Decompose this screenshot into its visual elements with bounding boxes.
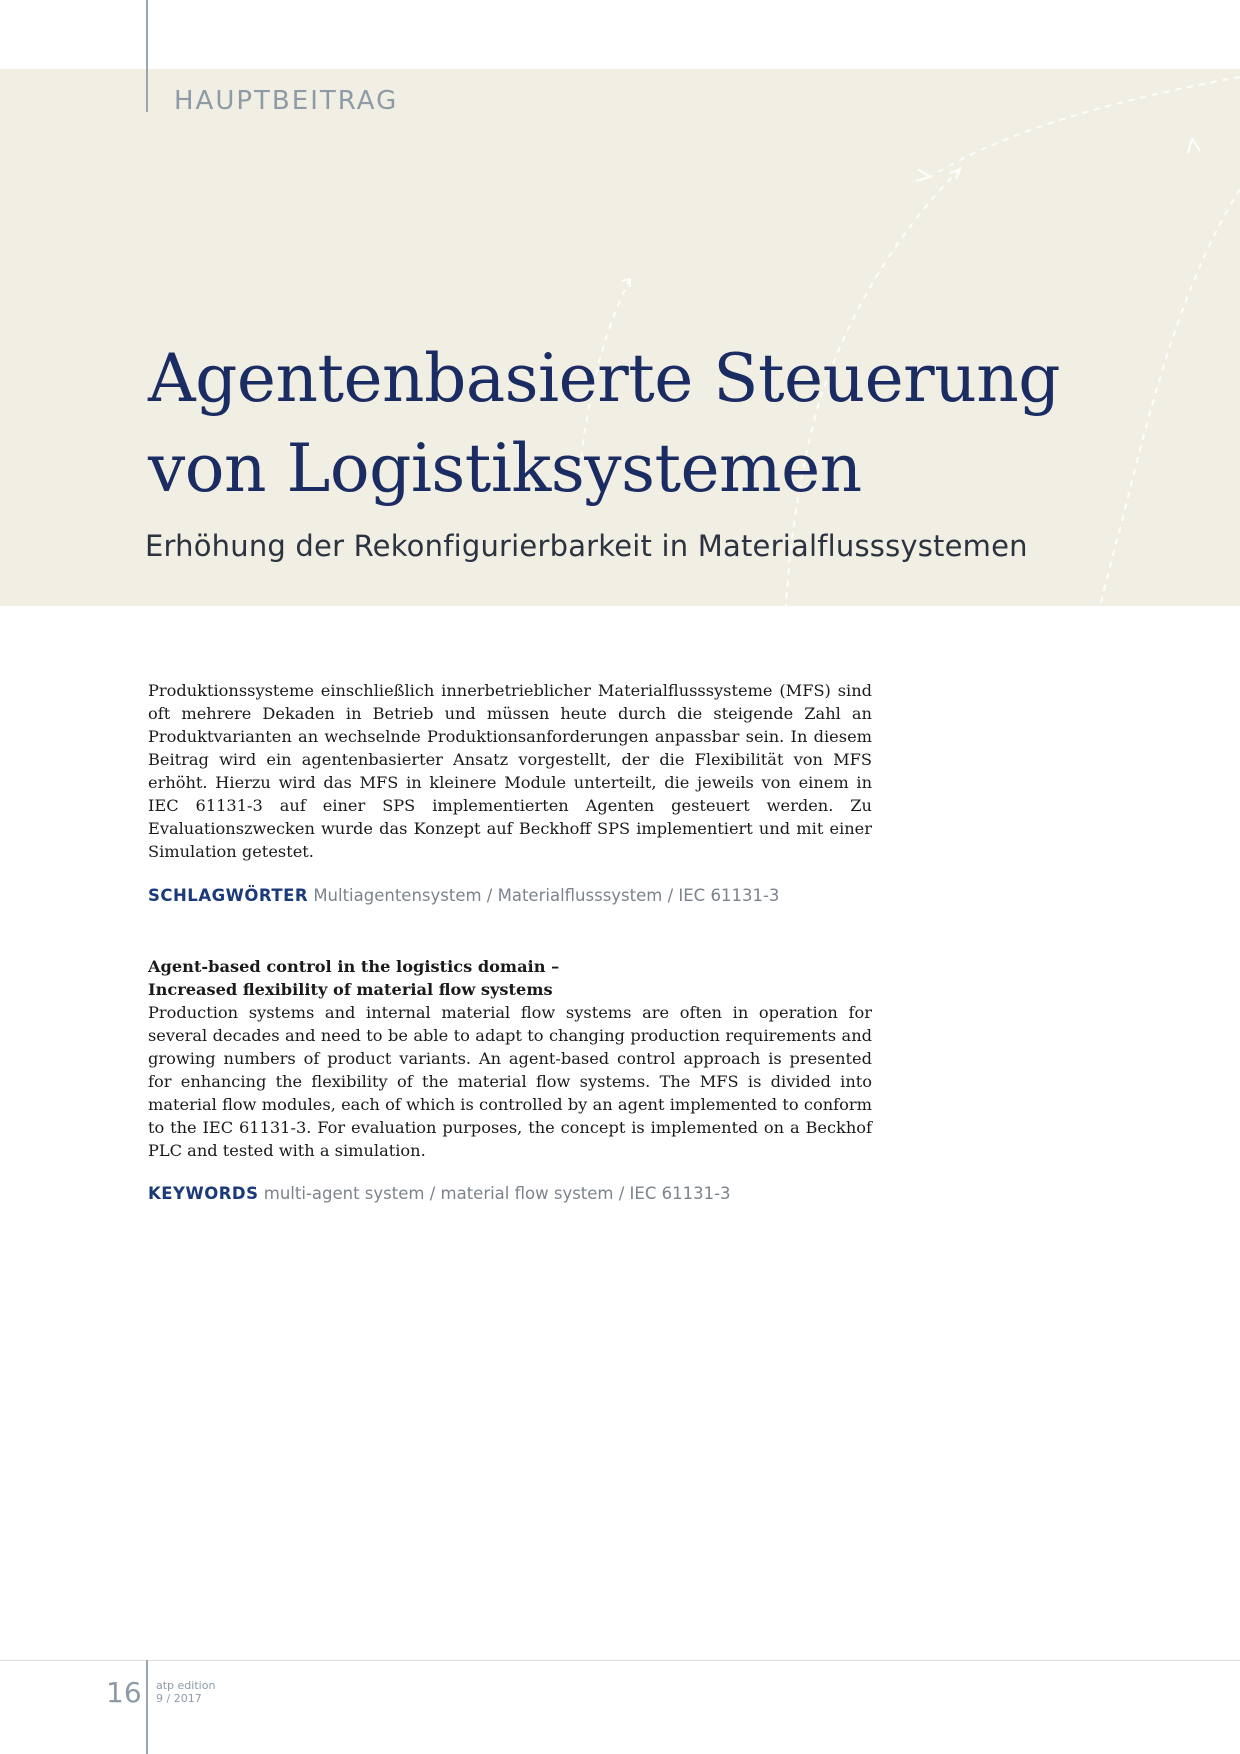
abstract-german: Produktionssysteme einschließlich innerbetrieblicher Materialflusssysteme (MFS) sind oft mehrere Dekaden in Betrieb und müssen heute durch die steigende Zahl an Produktvarianten an wechselnde Produktionsanforderungen anpassbar sein. In diesem Beitrag wird ein agentenbasierter Ansatz vorgestellt, der die Flexibilität von MFS erhöht. Hierzu wird das MFS in kleinere Module unterteilt, die jeweils von einem in IEC 61131-3 auf einer SPS implementierten Agenten gesteuert werden. Zu Evaluationszwecken wurde das Konzept auf Beckhoff SPS implementiert und mit einer Simulation getestet. [148,681,872,861]
english-heading-line-2: Increased flexibility of material flow systems [148,980,553,999]
keywords-german [148,886,779,905]
title-line-2: von Logistiksystemen [148,430,862,507]
journal-info [156,1679,215,1705]
left-margin-rule-top [146,0,148,112]
footer-divider [0,1660,1240,1661]
journal-issue: 9 / 2017 [156,1692,202,1705]
abstract-english: Production systems and internal material flow systems are often in operation for several decades and need to be able to adapt to changing production requirements and growing numbers of product variants. An agent-based control approach is presented for enhancing the flexibility of the material flow systems. The MFS is divided into material flow modules, each of which is controlled by an agent implemented to conform to the IEC 61131-3. For evaluation purposes, the concept is implemented on a Beckhof PLC and tested with a simulation. [148,1003,872,1160]
title-line-1: Agentenbasierte Steuerung [148,340,1060,417]
page-subtitle: Erhöhung der Rekonfigurierbarkeit in Materialflusssystemen [145,529,1028,563]
page-title [148,334,1060,514]
section-label: HAUPTBEITRAG [174,86,399,116]
abstract-english-heading [148,955,872,1001]
keywords-german-label: SCHLAGWÖRTER [148,886,309,905]
keywords-german-list: Multiagentensystem / Materialflusssystem / IEC 61131-3 [313,886,780,905]
english-heading-line-1: Agent-based control in the logistics domain – [148,957,560,976]
keywords-english [148,1184,731,1203]
keywords-english-label: KEYWORDS [148,1184,259,1203]
left-margin-rule-bottom [146,1660,148,1754]
journal-name: atp edition [156,1679,216,1692]
page-number: 16 [106,1676,142,1709]
keywords-english-list: multi-agent system / material flow system / IEC 61131-3 [263,1184,731,1203]
